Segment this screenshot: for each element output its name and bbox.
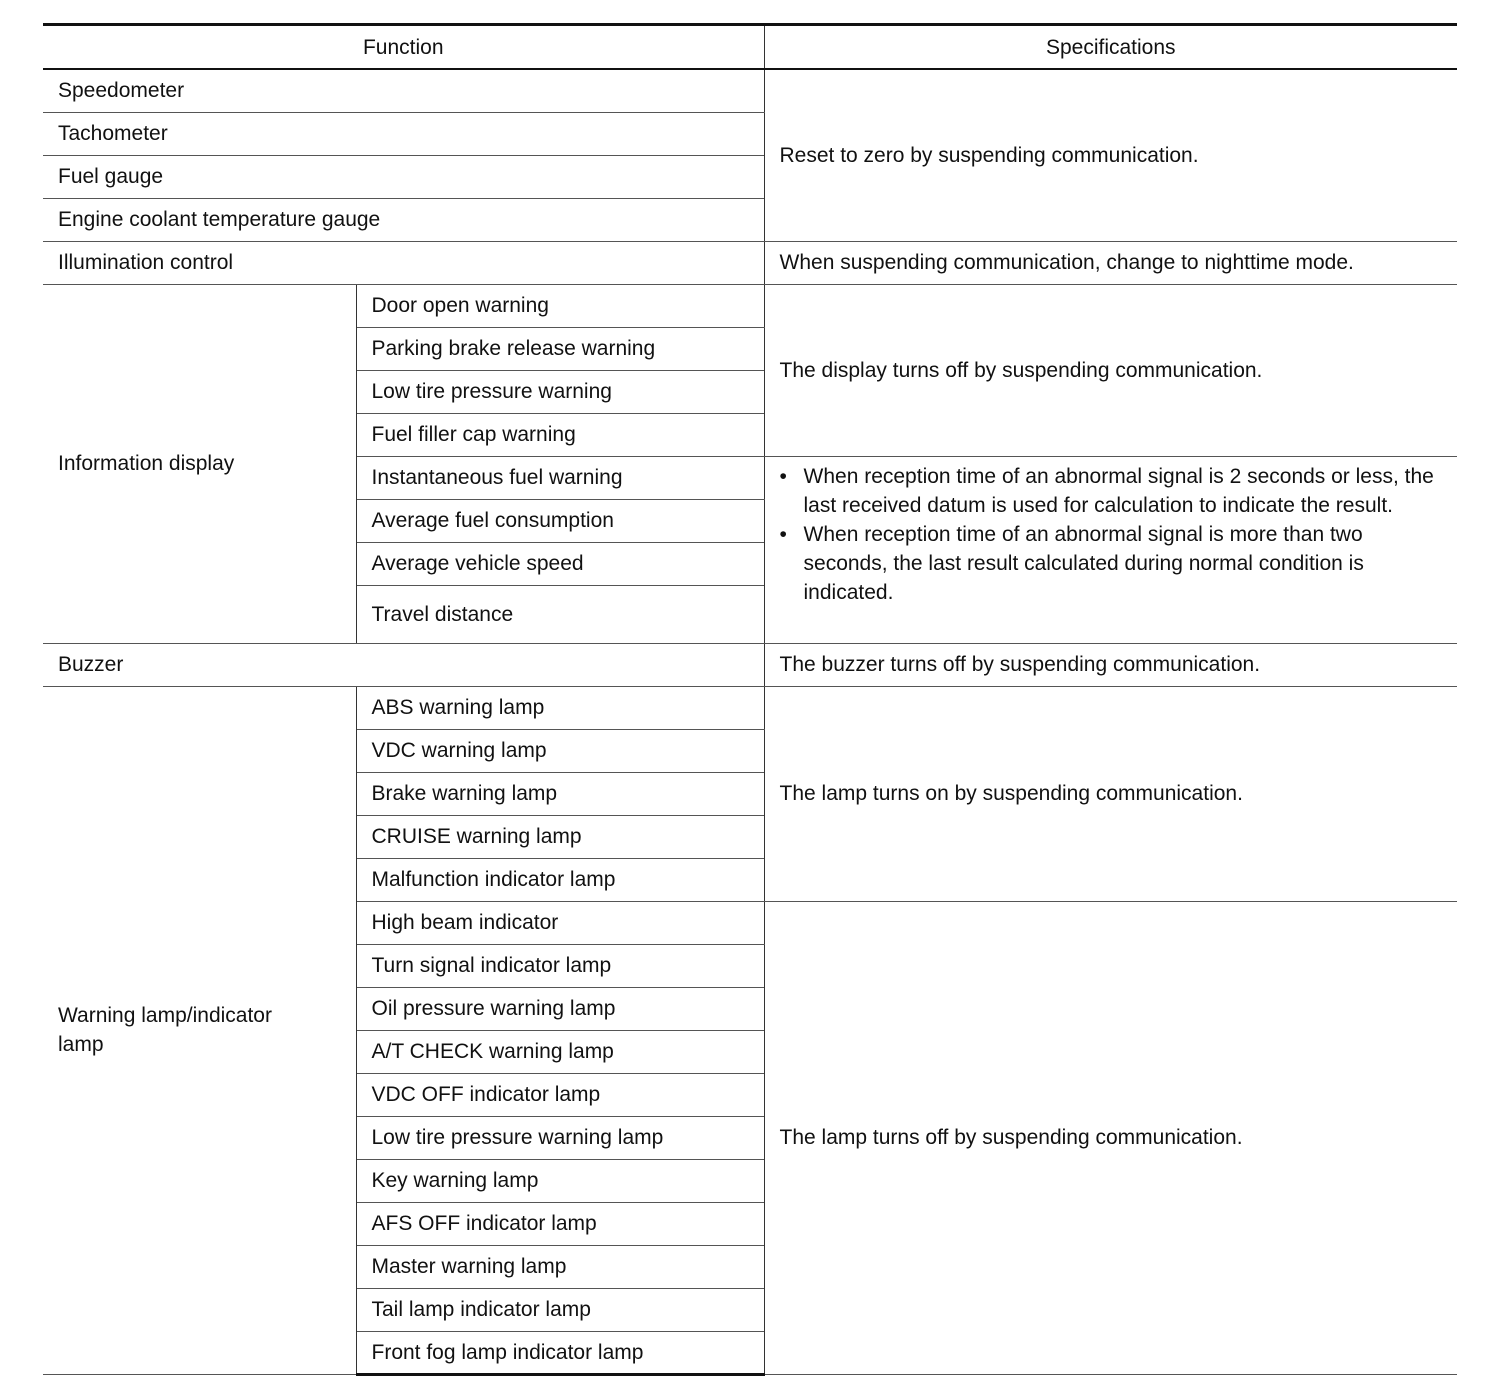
function-group-cell: Warning lamp/indicator lamp	[43, 686, 356, 1374]
sub-function-cell: Oil pressure warning lamp	[356, 987, 764, 1030]
specifications-column-header: Specifications	[764, 25, 1457, 70]
sub-function-cell: VDC warning lamp	[356, 729, 764, 772]
sub-function-cell: Door open warning	[356, 284, 764, 327]
sub-function-cell: Master warning lamp	[356, 1245, 764, 1288]
table-header-row	[43, 25, 1457, 70]
sub-function-cell: High beam indicator	[356, 901, 764, 944]
function-cell: Engine coolant temperature gauge	[43, 198, 764, 241]
table-row	[43, 241, 1457, 284]
sub-function-cell: Average fuel consumption	[356, 499, 764, 542]
sub-function-cell: Malfunction indicator lamp	[356, 858, 764, 901]
sub-function-cell: Average vehicle speed	[356, 542, 764, 585]
spec-cell: The display turns off by suspending communication.	[764, 284, 1457, 456]
table-row	[43, 643, 1457, 686]
sub-function-cell: VDC OFF indicator lamp	[356, 1073, 764, 1116]
fail-safe-specification-table	[43, 23, 1457, 1376]
sub-function-cell: Parking brake release warning	[356, 327, 764, 370]
sub-function-cell: A/T CHECK warning lamp	[356, 1030, 764, 1073]
sub-function-cell: Instantaneous fuel warning	[356, 456, 764, 499]
sub-function-cell: ABS warning lamp	[356, 686, 764, 729]
function-cell: Tachometer	[43, 112, 764, 155]
spec-cell: Reset to zero by suspending communication.	[764, 69, 1457, 241]
sub-function-cell: CRUISE warning lamp	[356, 815, 764, 858]
spec-cell	[764, 456, 1457, 643]
table-row	[43, 284, 1457, 327]
spec-bullet-item: • When reception time of an abnormal signal is 2 seconds or less, the last received datum is used for calculation to indicate the result.	[780, 462, 1446, 520]
sub-function-cell: AFS OFF indicator lamp	[356, 1202, 764, 1245]
function-column-header: Function	[43, 25, 764, 70]
table-row	[43, 69, 1457, 112]
function-cell: Fuel gauge	[43, 155, 764, 198]
spec-cell: When suspending communication, change to nighttime mode.	[764, 241, 1457, 284]
sub-function-cell: Front fog lamp indicator lamp	[356, 1331, 764, 1374]
spec-bullet-item: • When reception time of an abnormal signal is more than two seconds, the last result calculated during normal condition is indicated.	[780, 520, 1446, 607]
sub-function-cell: Low tire pressure warning	[356, 370, 764, 413]
sub-function-cell: Tail lamp indicator lamp	[356, 1288, 764, 1331]
table-row	[43, 686, 1457, 729]
function-group-cell: Information display	[43, 284, 356, 643]
sub-function-cell: Key warning lamp	[356, 1159, 764, 1202]
sub-function-cell: Low tire pressure warning lamp	[356, 1116, 764, 1159]
function-cell: Illumination control	[43, 241, 764, 284]
spec-cell: The buzzer turns off by suspending communication.	[764, 643, 1457, 686]
sub-function-cell: Turn signal indicator lamp	[356, 944, 764, 987]
spec-bullet-list	[780, 462, 1446, 607]
sub-function-cell: Brake warning lamp	[356, 772, 764, 815]
sub-function-cell: Fuel filler cap warning	[356, 413, 764, 456]
spec-cell: The lamp turns off by suspending communication.	[764, 901, 1457, 1374]
function-cell: Buzzer	[43, 643, 764, 686]
function-cell: Speedometer	[43, 69, 764, 112]
spec-cell: The lamp turns on by suspending communication.	[764, 686, 1457, 901]
sub-function-cell: Travel distance	[356, 585, 764, 643]
